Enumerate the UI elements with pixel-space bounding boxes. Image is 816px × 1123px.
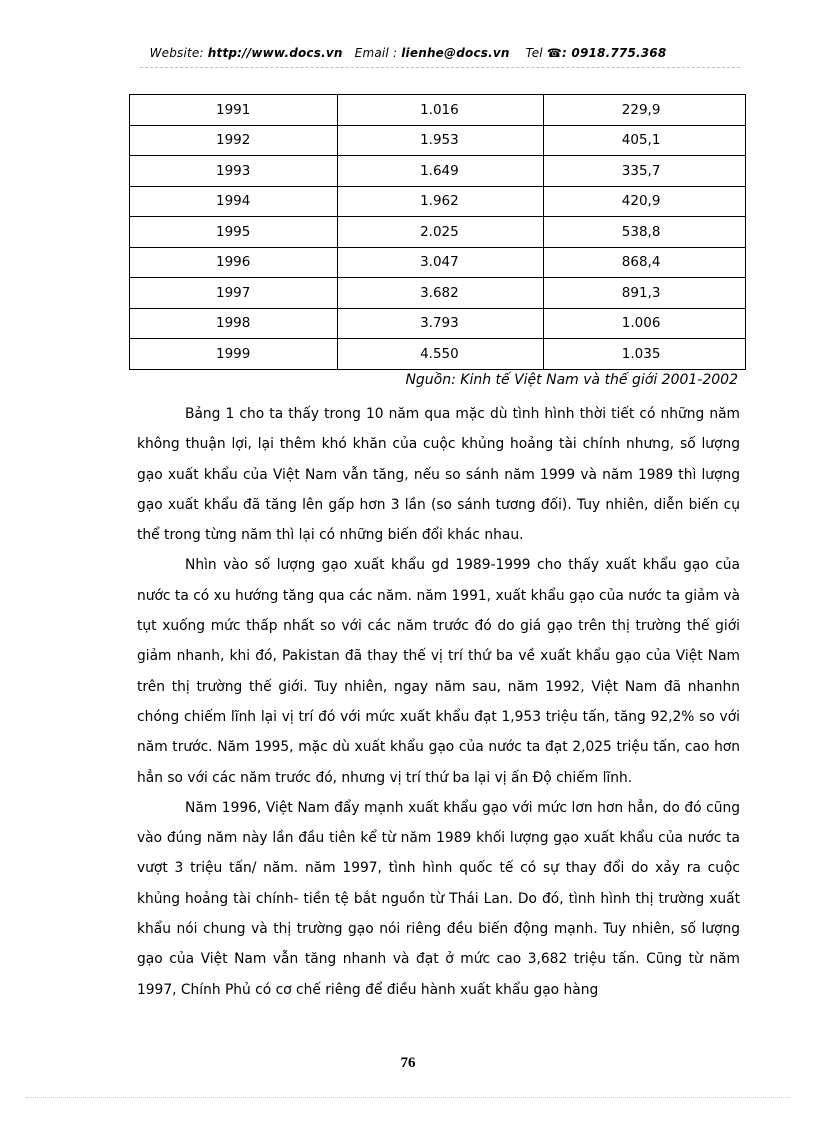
value-cell: 229,9 [543,95,745,126]
footer-divider [26,1097,790,1098]
value-cell: 1.035 [543,339,745,370]
table-row [130,217,746,248]
value-cell: 405,1 [543,125,745,156]
year-cell: 1998 [130,308,338,339]
table-row [130,156,746,187]
year-cell: 1991 [130,95,338,126]
value-cell: 1.006 [543,308,745,339]
year-cell: 1996 [130,247,338,278]
year-cell: 1994 [130,186,338,217]
table-row [130,339,746,370]
volume-cell: 4.550 [338,339,544,370]
tel-value: : 0918.775.368 [562,46,667,60]
table-row [130,125,746,156]
body-text [137,399,740,1005]
value-cell: 420,9 [543,186,745,217]
table-row [130,95,746,126]
year-cell: 1995 [130,217,338,248]
paragraph: Nhìn vào số lượng gạo xuất khẩu gd 1989-1999 cho thấy xuất khẩu gạo của nước ta có xu hướng tăng qua các năm. năm 1991, xuất khẩu gạo của nước ta giảm và tụt xuống mức thấp nhất so với các năm trước đó do giá gạo trên thị trường thế giới giảm nhanh, khi đó, Pakistan đã thay thế vị trí thứ ba về xuất khẩu gạo của Việt Nam trên thị trường thế giới. Tuy nhiên, ngay năm sau, năm 1992, Việt Nam đã nhanhn chóng chiếm lĩnh lại vị trí đó với mức xuất khẩu đạt 1,953 triệu tấn, tăng 92,2% so với năm trước. Năm 1995, mặc dù xuất khẩu gạo của nước ta đạt 2,025 triệu tấn, cao hơn hẳn so với các năm trước đó, nhưng vị trí thứ ba lại vị ấn Độ chiếm lĩnh. [137,557,740,786]
year-cell: 1992 [130,125,338,156]
value-cell: 891,3 [543,278,745,309]
website-url[interactable]: http://www.docs.vn [207,46,343,60]
volume-cell: 2.025 [338,217,544,248]
volume-cell: 1.962 [338,186,544,217]
website-label: Website: [149,46,204,60]
table-row [130,308,746,339]
tel-label: Tel [525,46,543,60]
value-cell: 335,7 [543,156,745,187]
value-cell: 868,4 [543,247,745,278]
value-cell: 538,8 [543,217,745,248]
table-row [130,186,746,217]
volume-cell: 3.793 [338,308,544,339]
page-number: 76 [400,1055,416,1071]
year-cell: 1997 [130,278,338,309]
table-source-note: Nguồn: Kinh tế Việt Nam và thế giới 2001-2002 [405,372,738,388]
table-row [130,278,746,309]
paragraph: Năm 1996, Việt Nam đẩy mạnh xuất khẩu gạo với mức lơn hơn hẳn, do đó cũng vào đúng năm này lần đầu tiên kể từ năm 1989 khối lượng gạo xuất khẩu của nước ta vượt 3 triệu tấn/ năm. năm 1997, tình hình quốc tế có sự thay đổi do xảy ra cuộc khủng hoảng tài chính- tiền tệ bắt nguồn từ Thái Lan. Do đó, tình hình thị trường xuất khẩu nói chung và thị trường gạo nói riêng đều biến động mạnh. Tuy nhiên, số lượng gạo của Việt Nam vẫn tăng nhanh và đạt ở mức cao 3,682 triệu tấn. Cũng từ năm 1997, Chính Phủ có cơ chế riêng để điều hành xuất khẩu gạo hàng [137,799,740,998]
volume-cell: 1.953 [338,125,544,156]
volume-cell: 1.649 [338,156,544,187]
header-divider [140,67,740,68]
year-cell: 1993 [130,156,338,187]
page-header [0,46,816,60]
email-value[interactable]: lienhe@docs.vn [401,46,510,60]
paragraph: Bảng 1 cho ta thấy trong 10 năm qua mặc dù tình hình thời tiết có những năm không thuận lợi, lại thêm khó khăn của cuộc khủng hoảng tài chính nhưng, số lượng gạo xuất khẩu của Việt Nam vẫn tăng, nếu so sánh năm 1999 và năm 1989 thì lượng gạo xuất khẩu đã tăng lên gấp hơn 3 lần (so sánh tương đối). Tuy nhiên, diễn biến cụ thể trong từng năm thì lại có những biến đổi khác nhau. [137,406,740,544]
table-row [130,247,746,278]
phone-icon: ☎ [546,46,563,60]
year-cell: 1999 [130,339,338,370]
volume-cell: 3.047 [338,247,544,278]
rice-export-table [129,94,746,370]
email-label: Email : [354,46,398,60]
volume-cell: 3.682 [338,278,544,309]
volume-cell: 1.016 [338,95,544,126]
